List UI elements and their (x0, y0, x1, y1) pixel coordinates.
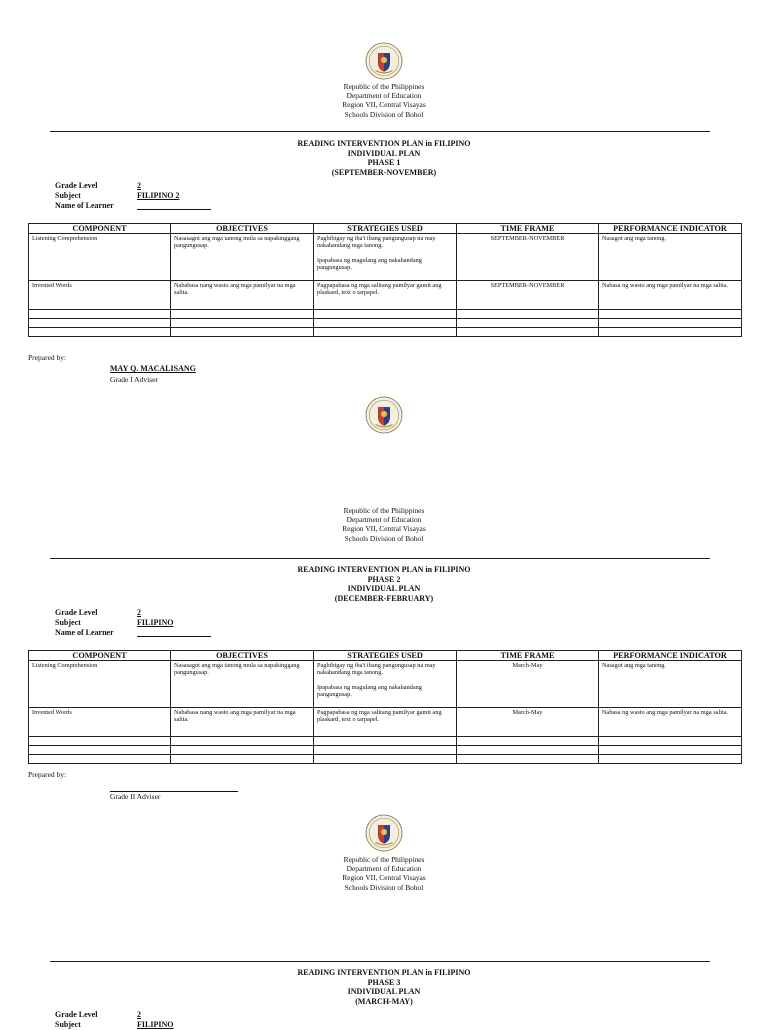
column-header: PERFORMANCE INDICATOR (599, 651, 742, 661)
time-frame-cell: March-May (457, 708, 599, 737)
division-line: Schools Division of Bohol (344, 109, 424, 119)
strategies-cell (314, 661, 457, 708)
grade-level-value: 2 (137, 1010, 141, 1019)
subject-label: Subject (55, 1020, 81, 1029)
header-divider (50, 961, 710, 962)
plan-title-line-2: PHASE 3 (367, 977, 401, 987)
plan-title-line-2: INDIVIDUAL PLAN (347, 148, 421, 158)
division-line: Schools Division of Bohol (344, 533, 424, 543)
column-header: STRATEGIES USED (314, 224, 457, 234)
table-row (29, 319, 742, 328)
deped-seal-icon (365, 396, 403, 434)
strategies-cell (314, 234, 457, 281)
strategy-text: Ipapabasa ng magulang ang nakahandang pangungusap. (317, 256, 422, 272)
strategies-cell: Pagpapabasa ng mga salitang pamilyar gamit ang plaskard, text o tarpapel. (314, 708, 457, 737)
plan-title-line-2: PHASE 2 (367, 574, 401, 584)
republic-line: Republic of the Philippines (343, 506, 425, 515)
learner-blank-line (137, 209, 211, 210)
plan-title-line-1: READING INTERVENTION PLAN in FILIPINO (297, 139, 471, 148)
indicator-cell: Nabasa ng wasto ang mga pamilyar na mga salita. (599, 708, 742, 737)
subject-value: FILIPINO (137, 1020, 174, 1029)
table-row (29, 746, 742, 755)
deped-seal-icon (365, 814, 403, 852)
signer-role: Grade II Adviser (110, 792, 161, 801)
deped-seal-icon (365, 42, 403, 80)
objectives-cell: Nababasa nang wasto ang mga pamilyar na mga salita. (171, 708, 314, 737)
header-address (0, 82, 768, 119)
objectives-cell: Nasasagot ang mga tanong mula sa napakinggang pangungusap. (171, 661, 314, 708)
learner-label: Name of Learner (55, 628, 114, 637)
subject-value: FILIPINO (137, 618, 174, 627)
strategy-text: Ipapabasa ng magulang ang nakahandang pangungusap. (317, 683, 422, 699)
column-header: COMPONENT (29, 651, 171, 661)
time-frame-cell: SEPTEMBER-NOVEMBER (457, 234, 599, 281)
plan-title-line-1: READING INTERVENTION PLAN in FILIPINO (297, 565, 471, 574)
plan-title-line-3: INDIVIDUAL PLAN (347, 584, 421, 593)
grade-level-value: 2 (137, 608, 141, 617)
plan-title-line-3: PHASE 1 (367, 158, 401, 167)
column-header: OBJECTIVES (171, 651, 314, 661)
table-row (29, 281, 742, 310)
header-divider (50, 558, 710, 559)
plan-title (0, 139, 768, 177)
learner-label: Name of Learner (55, 201, 114, 210)
table-header-row (29, 651, 742, 661)
plan-table (28, 223, 742, 337)
table-row (29, 708, 742, 737)
subject-value: FILIPINO 2 (137, 191, 180, 200)
indicator-cell: Nasagot ang mga tanong. (599, 661, 742, 708)
subject-label: Subject (55, 191, 81, 200)
component-cell: Listening Comprehension (29, 661, 171, 708)
plan-title (0, 968, 768, 1006)
learner-blank-line (137, 636, 211, 637)
grade-level-label: Grade Level (55, 1010, 98, 1019)
plan-title-line-4: (SEPTEMBER-NOVEMBER) (331, 167, 437, 177)
plan-title (0, 565, 768, 603)
subject-label: Subject (55, 618, 81, 627)
column-header: TIME FRAME (457, 651, 599, 661)
column-header: OBJECTIVES (171, 224, 314, 234)
indicator-cell: Nabasa ng wasto ang mga pamilyar na mga salita. (599, 281, 742, 310)
department-line: Department of Education (346, 864, 422, 874)
column-header: PERFORMANCE INDICATOR (599, 224, 742, 234)
objectives-cell: Nababasa nang wasto ang mga pamilyar na mga salita. (171, 281, 314, 310)
republic-line: Republic of the Philippines (343, 855, 425, 864)
plan-title-line-4: (MARCH-MAY) (355, 996, 413, 1006)
strategy-text: Pagbibigay ng iba't ibang pangungusap na may nakahandang mga tanong. (317, 235, 436, 250)
signer-name: MAY Q. MACALISANG (110, 364, 196, 373)
table-row (29, 755, 742, 764)
prepared-by-label: Prepared by: (28, 353, 67, 362)
time-frame-cell: March-May (457, 661, 599, 708)
department-line: Department of Education (346, 91, 422, 101)
table-row (29, 234, 742, 281)
header-address (0, 506, 768, 543)
plan-table (28, 650, 742, 764)
division-line: Schools Division of Bohol (344, 882, 424, 892)
republic-line: Republic of the Philippines (343, 82, 425, 91)
time-frame-cell: SEPTEMBER-NOVEMBER (457, 281, 599, 310)
header-divider (50, 131, 710, 132)
objectives-cell: Nasasagot ang mga tanong mula sa napakinggang pangungusap. (171, 234, 314, 281)
plan-title-line-4: (DECEMBER-FEBRUARY) (334, 593, 434, 603)
table-row (29, 737, 742, 746)
table-row (29, 661, 742, 708)
plan-title-line-1: READING INTERVENTION PLAN in FILIPINO (297, 968, 471, 977)
component-cell: Listening Comprehension (29, 234, 171, 281)
column-header: COMPONENT (29, 224, 171, 234)
grade-level-value: 2 (137, 181, 141, 190)
header-address (0, 855, 768, 892)
grade-level-label: Grade Level (55, 608, 98, 617)
region-line: Region VII, Central Visayas (342, 100, 426, 110)
strategies-cell: Pagpapabasa ng mga salitang pamilyar gamit ang plaskard, text o tarpapel. (314, 281, 457, 310)
column-header: TIME FRAME (457, 224, 599, 234)
strategy-text: Pagbibigay ng iba't ibang pangungusap na may nakahandang mga tanong. (317, 662, 436, 677)
table-row (29, 310, 742, 319)
component-cell: Invented Words (29, 281, 171, 310)
plan-title-line-3: INDIVIDUAL PLAN (347, 987, 421, 996)
table-row (29, 328, 742, 337)
prepared-by-label: Prepared by: (28, 770, 67, 779)
column-header: STRATEGIES USED (314, 651, 457, 661)
indicator-cell: Nasagot ang mga tanong. (599, 234, 742, 281)
table-header-row (29, 224, 742, 234)
signer-role: Grade I Adviser (110, 375, 158, 384)
component-cell: Invented Words (29, 708, 171, 737)
region-line: Region VII, Central Visayas (342, 524, 426, 534)
grade-level-label: Grade Level (55, 181, 98, 190)
region-line: Region VII, Central Visayas (342, 873, 426, 883)
department-line: Department of Education (346, 515, 422, 525)
